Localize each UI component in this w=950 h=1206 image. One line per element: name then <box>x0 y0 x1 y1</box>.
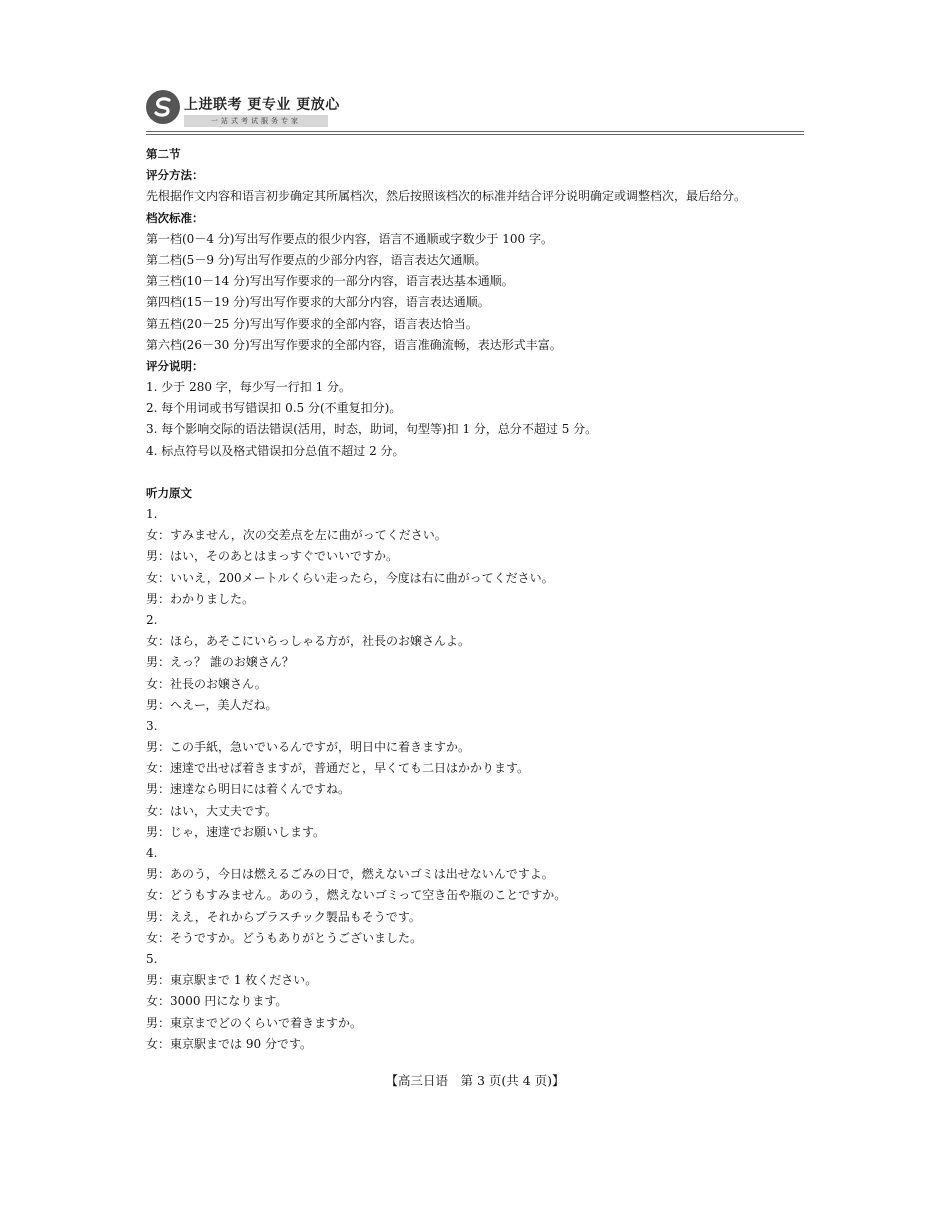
brand-title: 上进联考 更专业 更放心 <box>184 97 340 113</box>
dialogue-line: 男：えっ？ 誰のお嬢さん？ <box>146 655 294 670</box>
method-heading: 评分方法： <box>146 168 204 183</box>
method-text: 先根据作文内容和语言初步确定其所属档次，然后按照该档次的标准并结合评分说明确定或调整档次，最后给分。 <box>146 189 747 204</box>
section-heading: 第二节 <box>146 147 181 161</box>
dialogue-line: 女：はい，大丈夫です。 <box>146 803 278 818</box>
level-item: 第六档(26－30 分)写出写作要求的全部内容，语言准确流畅，表达形式丰富。 <box>146 337 562 352</box>
dialogue-line: 1. <box>146 507 158 521</box>
section-gap <box>146 462 810 483</box>
dialogue-line: 男：わかりました。 <box>146 591 255 606</box>
notes-heading: 评分说明： <box>146 358 204 373</box>
header-rule-bottom <box>146 134 804 135</box>
listening-heading: 听力原文 <box>146 485 192 500</box>
page-header <box>146 88 804 136</box>
dialogue-line: 女：そうですか。どうもありがとうございました。 <box>146 930 423 945</box>
page-footer: 【高三日语 第 3 页(共 4 页)】 <box>385 1073 565 1088</box>
dialogue-line: 男：東京駅まで 1 枚ください。 <box>146 973 318 988</box>
dialogue-line: 女：社長のお嬢さん。 <box>146 676 267 691</box>
dialogue-line: 女：東京駅までは 90 分です。 <box>146 1036 312 1051</box>
note-item: 2. 每个用词或书写错误扣 0.5 分(不重复扣分)。 <box>146 401 402 416</box>
levels-heading: 档次标准： <box>146 210 204 225</box>
dialogue-line: 女：ほら，あそこにいらっしゃる方が，社長のお嬢さんよ。 <box>146 634 471 649</box>
note-item: 4. 标点符号以及格式错误扣分总值不超过 2 分。 <box>146 443 405 458</box>
dialogue-line: 女：どうもすみません。あのう，燃えないゴミって空き缶や瓶のことですか。 <box>146 888 567 903</box>
dialogue-line: 男：へえー，美人だね。 <box>146 697 278 712</box>
dialogue-line: 3. <box>146 718 158 733</box>
header-rule-top <box>146 131 804 132</box>
dialogue-line: 男：はい，そのあとはまっすぐでいいですか。 <box>146 549 399 564</box>
note-item: 3. 每个影响交际的语法错误(活用，时态，助词，句型等)扣 1 分，总分不超过 5 分。 <box>146 422 598 437</box>
dialogue-line: 女：3000 円になります。 <box>146 994 288 1009</box>
brand-subtitle: 一站式考试服务专家 <box>184 115 328 127</box>
dialogue-line: 男：ええ，それからプラスチック製品もそうです。 <box>146 909 421 924</box>
level-item: 第一档(0－4 分)写出写作要点的很少内容，语言不通顺或字数少于 100 字。 <box>146 231 553 246</box>
dialogue-line: 女：すみません，次の交差点を左に曲がってください。 <box>146 528 447 543</box>
level-item: 第四档(15－19 分)写出写作要求的大部分内容，语言表达通顺。 <box>146 295 490 310</box>
dialogue-line: 男：じゃ，速達でお願いします。 <box>146 824 326 839</box>
dialogue-line: 女：速達で出せば着きますが，普通だと，早くても二日はかかります。 <box>146 761 530 776</box>
dialogue-line: 男：東京までどのくらいで着きますか。 <box>146 1015 363 1030</box>
dialogue-line: 男：この手紙，急いでいるんですが，明日中に着きますか。 <box>146 740 471 755</box>
dialogue-line: 2. <box>146 612 158 627</box>
document-body <box>146 144 810 1055</box>
dialogue-line: 5. <box>146 951 158 966</box>
note-item: 1. 少于 280 字，每少写一行扣 1 分。 <box>146 380 352 395</box>
dialogue-line: 女：いいえ，200メートルくらい走ったら，今度は右に曲がってください。 <box>146 570 554 585</box>
dialogue-line: 男：あのう，今日は燃えるごみの日で，燃えないゴミは出せないんですよ。 <box>146 867 554 882</box>
level-item: 第三档(10－14 分)写出写作要求的一部分内容，语言表达基本通顺。 <box>146 274 514 289</box>
level-item: 第二档(5－9 分)写出写作要点的少部分内容，语言表达欠通顺。 <box>146 252 487 267</box>
brand-logo-icon <box>146 90 180 124</box>
level-item: 第五档(20－25 分)写出写作要求的全部内容，语言表达恰当。 <box>146 316 478 331</box>
dialogue-line: 4. <box>146 846 158 860</box>
dialogue-line: 男：速達なら明日には着くんですね。 <box>146 782 351 797</box>
